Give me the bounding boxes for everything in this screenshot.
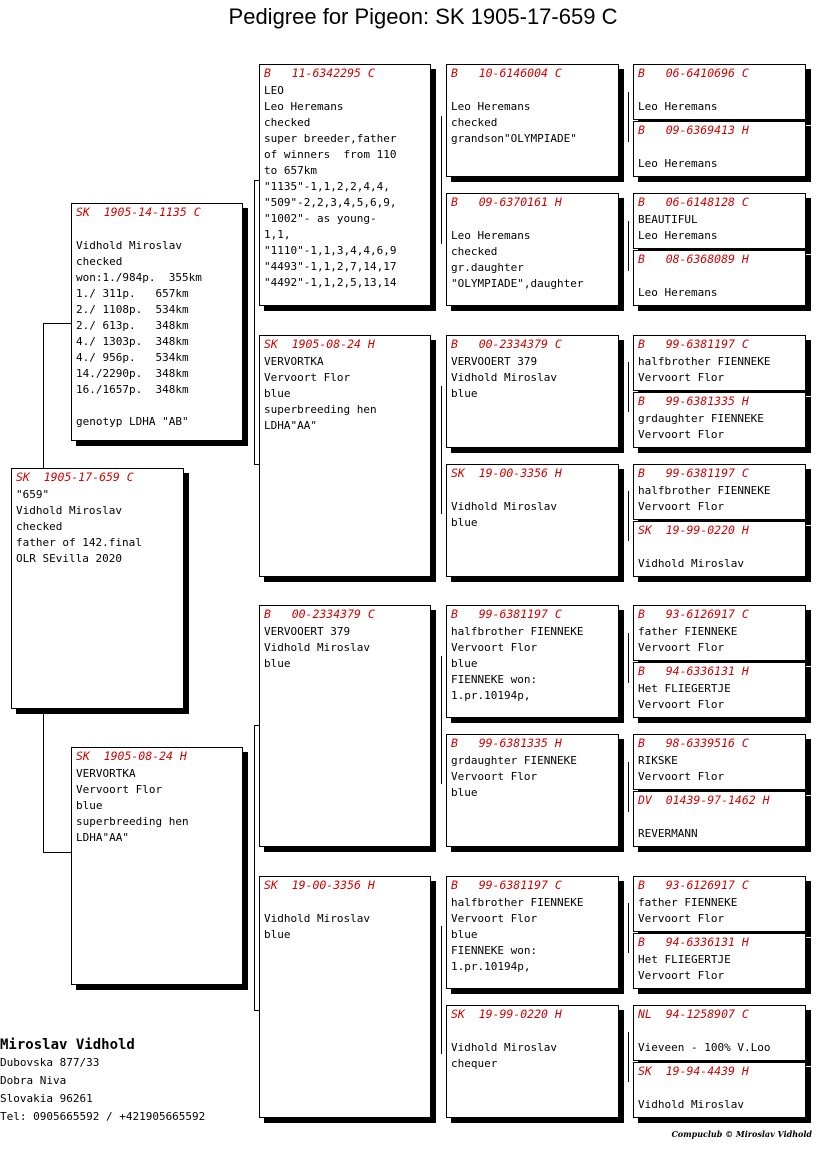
pigeon-info: halfbrother FIENNEKE Vervoort Flor (638, 355, 771, 384)
pigeon-card-gen4[interactable] (633, 193, 806, 249)
pigeon-info: REVERMANN (638, 827, 698, 840)
pigeon-info: halfbrother FIENNEKE Vervoort Flor blue FIENNEKE won: 1.pr.10194p, (451, 625, 584, 702)
ring-number: SK 19-99-0220 H (451, 1007, 562, 1021)
pigeon-info: Leo Heremans checked gr.daughter "OLYMPIADE",daughter (451, 229, 584, 290)
pigeon-card-sire[interactable] (71, 203, 243, 441)
pigeon-info: Leo Heremans checked grandson"OLYMPIADE" (451, 100, 577, 145)
breeder-info (0, 1036, 205, 1126)
pigeon-info: VERVORTKA Vervoort Flor blue superbreeding hen LDHA"AA" (264, 355, 377, 432)
pigeon-info: Vieveen - 100% V.Loo (638, 1041, 771, 1054)
ring-number: B 99-6381197 C (638, 466, 749, 480)
pigeon-card-gen3[interactable] (446, 1005, 619, 1118)
connector-line (43, 323, 71, 324)
ring-number: SK 1905-17-659 C (16, 470, 134, 484)
ring-number: B 06-6410696 C (638, 66, 749, 80)
connector-line (441, 116, 442, 244)
ring-number: B 94-6336131 H (638, 664, 749, 678)
pigeon-card-gen4[interactable] (633, 876, 806, 932)
pigeon-info: RIKSKE Vervoort Flor (638, 754, 725, 783)
pigeon-info: Vidhold Miroslav (638, 557, 744, 570)
pigeon-info: Leo Heremans (638, 157, 718, 170)
connector-line (254, 180, 255, 464)
pigeon-info: Vidhold Miroslav checked won:1./984p. 355km 1./ 311p. 657km 2./ 1108p. 534km 2./ 613p. 348km 4./ 1303p. 348km 4./ 956p. 534km 14./2290p. 348km 16./1657p. 348km genotyp LDHA "AB" (76, 239, 202, 428)
pigeon-card-gen3[interactable] (446, 335, 619, 448)
pigeon-info: VERVORTKA Vervoort Flor blue superbreeding hen LDHA"AA" (76, 767, 189, 844)
pigeon-card-gen4[interactable] (633, 1005, 806, 1061)
ring-number: B 94-6336131 H (638, 935, 749, 949)
pigeon-info: Vidhold Miroslav (638, 1098, 744, 1111)
pigeon-card-gen4[interactable] (633, 662, 806, 718)
page-title: Pedigree for Pigeon: SK 1905-17-659 C (228, 4, 618, 29)
ring-number: B 93-6126917 C (638, 607, 749, 621)
pigeon-info: Het FLIEGERTJE Vervoort Flor (638, 953, 731, 982)
pigeon-info: halfbrother FIENNEKE Vervoort Flor blue FIENNEKE won: 1.pr.10194p, (451, 896, 584, 973)
connector-line (628, 92, 629, 142)
ring-number: SK 1905-14-1135 C (76, 205, 201, 219)
connector-line (441, 926, 442, 1054)
ring-number: B 98-6339516 C (638, 736, 749, 750)
pigeon-card-subject[interactable] (11, 468, 184, 709)
pigeon-info: grdaughter FIENNEKE Vervoort Flor (638, 412, 764, 441)
ring-number: SK 19-99-0220 H (638, 523, 749, 537)
connector-line (628, 903, 629, 953)
ring-number: B 99-6381335 H (638, 394, 749, 408)
pigeon-info: grdaughter FIENNEKE Vervoort Flor blue (451, 754, 577, 799)
ring-number: B 99-6381197 C (451, 878, 562, 892)
pigeon-card-gen3[interactable] (446, 64, 619, 177)
connector-line (43, 852, 71, 853)
breeder-address-country: Slovakia 96261 (0, 1092, 93, 1105)
pigeon-card-gen4[interactable] (633, 64, 806, 120)
ring-number: SK 1905-08-24 H (264, 337, 375, 351)
footer-credit: Compuclub © Miroslav Vidhold (671, 1129, 812, 1139)
pigeon-card-dam[interactable] (71, 747, 243, 985)
pigeon-card-gen4[interactable] (633, 335, 806, 391)
ring-number: DV 01439-97-1462 H (638, 793, 770, 807)
connector-line (43, 323, 44, 470)
ring-number: B 06-6148128 C (638, 195, 749, 209)
connector-line (628, 762, 629, 812)
pigeon-card-gen3[interactable] (446, 734, 619, 847)
connector-line (43, 710, 44, 852)
breeder-address-city: Dobra Niva (0, 1074, 67, 1087)
pigeon-card-gen4[interactable] (633, 250, 806, 306)
ring-number: B 99-6381197 C (638, 337, 749, 351)
ring-number: B 10-6146004 C (451, 66, 562, 80)
ring-number: SK 19-00-3356 H (451, 466, 562, 480)
pigeon-info: VERVOOERT 379 Vidhold Miroslav blue (264, 625, 370, 670)
pigeon-info: LEO Leo Heremans checked super breeder,father of winners from 110 to 657km "1135"-1,1,2,2,4,4, "509"-2,2,3,4,5,6,9, "1002"- as young- 1,1, "1110"-1,1,3,4,4,6,9 "4493"-1,1,2,7,14,17 "4492"-1,1,2,5,13,14 (264, 84, 397, 289)
pigeon-card-gen2[interactable] (259, 335, 431, 577)
pigeon-card-gen2[interactable] (259, 605, 431, 847)
ring-number: B 99-6381197 C (451, 607, 562, 621)
connector-line (441, 656, 442, 784)
pigeon-card-gen4[interactable] (633, 933, 806, 989)
ring-number: SK 19-94-4439 H (638, 1064, 749, 1078)
pigeon-card-gen3[interactable] (446, 876, 619, 989)
ring-number: B 93-6126917 C (638, 878, 749, 892)
pigeon-info: halfbrother FIENNEKE Vervoort Flor (638, 484, 771, 513)
ring-number: B 09-6370161 H (451, 195, 562, 209)
pigeon-info: "659" Vidhold Miroslav checked father of 142.final OLR SEvilla 2020 (16, 488, 142, 565)
ring-number: SK 19-00-3356 H (264, 878, 375, 892)
pigeon-info: Leo Heremans (638, 286, 718, 299)
connector-line (628, 362, 629, 412)
pigeon-card-gen2[interactable] (259, 876, 431, 1118)
pigeon-info: father FIENNEKE Vervoort Flor (638, 896, 738, 925)
connector-line (254, 725, 255, 1010)
connector-line (441, 386, 442, 514)
pigeon-card-gen3[interactable] (446, 193, 619, 306)
ring-number: B 11-6342295 C (264, 66, 375, 80)
pigeon-info: VERVOOERT 379 Vidhold Miroslav blue (451, 355, 557, 400)
pigeon-info: Vidhold Miroslav blue (264, 912, 370, 941)
pigeon-card-gen4[interactable] (633, 521, 806, 577)
pigeon-card-gen4[interactable] (633, 392, 806, 448)
ring-number: B 08-6368089 H (638, 252, 749, 266)
connector-line (628, 491, 629, 541)
pigeon-info: BEAUTIFUL Leo Heremans (638, 213, 718, 242)
ring-number: NL 94-1258907 C (638, 1007, 749, 1021)
ring-number: B 00-2334379 C (264, 607, 375, 621)
ring-number: B 99-6381335 H (451, 736, 562, 750)
connector-line (628, 221, 629, 271)
pigeon-info: Vidhold Miroslav chequer (451, 1041, 557, 1070)
pigeon-info: Het FLIEGERTJE Vervoort Flor (638, 682, 731, 711)
pigeon-card-gen3[interactable] (446, 464, 619, 577)
ring-number: SK 1905-08-24 H (76, 749, 187, 763)
pigeon-card-gen3[interactable] (446, 605, 619, 718)
ring-number: B 00-2334379 C (451, 337, 562, 351)
breeder-name: Miroslav Vidhold (0, 1037, 135, 1053)
pigeon-card-gen4[interactable] (633, 1062, 806, 1118)
breeder-phone: Tel: 0905665592 / +421905665592 (0, 1110, 206, 1123)
pigeon-card-gen4[interactable] (633, 605, 806, 661)
breeder-address-street: Dubovska 877/33 (0, 1056, 100, 1069)
pigeon-info: father FIENNEKE Vervoort Flor (638, 625, 738, 654)
ring-number: B 09-6369413 H (638, 123, 749, 137)
pigeon-card-gen4[interactable] (633, 464, 806, 520)
pigeon-info: Vidhold Miroslav blue (451, 500, 557, 529)
pigeon-card-gen2[interactable] (259, 64, 431, 306)
connector-line (628, 1032, 629, 1082)
pigeon-card-gen4[interactable] (633, 121, 806, 177)
pigeon-info: Leo Heremans (638, 100, 718, 113)
connector-line (628, 633, 629, 683)
pigeon-card-gen4[interactable] (633, 791, 806, 847)
pigeon-card-gen4[interactable] (633, 734, 806, 790)
